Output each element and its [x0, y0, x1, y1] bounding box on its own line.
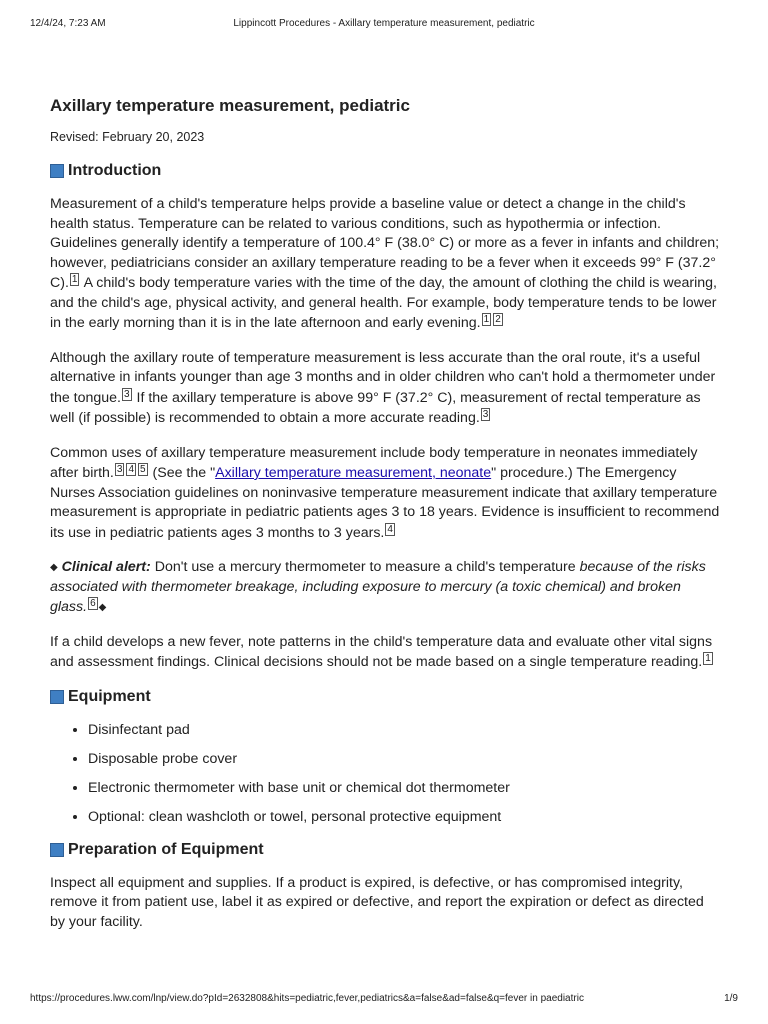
- section-heading-label: Preparation of Equipment: [68, 840, 264, 858]
- page-title: Axillary temperature measurement, pediatric: [50, 96, 410, 115]
- reference-link[interactable]: 3: [482, 409, 489, 420]
- print-footer: [30, 993, 738, 1007]
- section-heading-label: Equipment: [68, 687, 151, 705]
- print-header: [30, 18, 738, 32]
- section-heading-introduction[interactable]: [50, 162, 720, 180]
- clinical-alert: [50, 558, 720, 618]
- section-heading-label: Introduction: [68, 162, 162, 179]
- intro-paragraph-4: [50, 633, 720, 673]
- reference-link[interactable]: 1: [483, 314, 490, 325]
- intro-paragraph-2: [50, 349, 720, 429]
- alert-label: Clinical alert:: [61, 559, 151, 575]
- reference-link[interactable]: 4: [128, 464, 134, 475]
- reference-link[interactable]: 1: [71, 274, 78, 285]
- reference-link[interactable]: 6: [90, 598, 96, 609]
- reference-link[interactable]: 1: [705, 653, 711, 664]
- text: If a child develops a new fever, note patterns in the child's temperature data and evaluate other vital signs and assessment findings. Clinical decisions should not be made based on a single temperature reading.: [50, 633, 713, 670]
- list-item: • Optional: clean washcloth or towel, personal protective equipment: [88, 808, 720, 827]
- text: Measurement of a child's temperature helps provide a baseline value or detect a change in the child's health status. Temperature can be related to various conditions, such as hypothermia or infection. Guidelines generally identify a temperature of 100.4° F (38.0° C) or more as a fever in infants and children; however, pediatricians consider an axillary temperature reading to be a fever when it exceeds 99° F (37.2° C).: [50, 196, 720, 291]
- intro-paragraph-3: [50, 444, 720, 544]
- intro-paragraph-1: [50, 195, 720, 334]
- section-heading-preparation[interactable]: [50, 841, 720, 859]
- list-item: • Electronic thermometer with base unit or chemical dot thermometer: [88, 779, 720, 798]
- print-date: 12/4/24, 7:23 AM: [30, 18, 106, 29]
- section-collapse-icon[interactable]: [50, 164, 64, 178]
- revised-date: Revised: February 20, 2023: [50, 130, 205, 144]
- text: If the axillary temperature is above 99° F (37.2° C), measurement of rectal temperature as well (if possible) is recommended to obtain a more accurate reading.: [50, 389, 701, 426]
- section-collapse-icon[interactable]: [50, 843, 64, 857]
- text: Common uses of axillary temperature measurement include body temperature in neonates immediately after birth.: [50, 444, 698, 481]
- section-collapse-icon[interactable]: [50, 690, 64, 704]
- equipment-list: [50, 721, 720, 827]
- text: Don't use a mercury thermometer to measure a child's temperature: [150, 559, 580, 575]
- text: (See the ": [148, 465, 216, 481]
- neonate-procedure-link[interactable]: Axillary temperature measurement, neonate: [215, 465, 492, 481]
- diamond-icon: ◆: [98, 602, 107, 613]
- reference-link[interactable]: 2: [495, 314, 501, 325]
- reference-link[interactable]: 3: [116, 464, 123, 475]
- reference-link[interactable]: 4: [387, 523, 393, 535]
- reference-link[interactable]: 3: [124, 388, 130, 400]
- list-item: • Disposable probe cover: [88, 750, 720, 769]
- text: " procedure.) The Emergency Nurses Association guidelines on noninvasive temperature measurement indicate that axillary temperature measurement is appropriate in pediatric patients ages 3 to 18 years. Evidence is insufficient to recommend its use in pediatric patients ages 3 months to 3 years.: [50, 465, 720, 541]
- print-url: https://procedures.lww.com/lnp/view.do?pId=2632808&hits=pediatric,fever,pediatrics&a=false&ad=false&q=fever in paediatric: [30, 993, 584, 1004]
- text: because of the risks associated with thermometer breakage, including exposure to mercury (a toxic chemical) and broken glass.: [50, 559, 706, 615]
- text: A child's body temperature varies with the time of the day, the amount of clothing the child is wearing, and the child's age, physical activity, and general health. For example, body temperature tends to be lower in the early morning than it is in the late afternoon and early evening.: [50, 275, 717, 331]
- page-number: 1/9: [724, 993, 738, 1004]
- text: Although the axillary route of temperature measurement is less accurate than the oral route, it's a useful alternative in infants younger than age 3 months and in older children who can't hold a thermometer under the tongue.: [50, 349, 716, 406]
- list-item: • Disinfectant pad: [88, 721, 720, 740]
- section-heading-equipment[interactable]: [50, 688, 720, 706]
- print-title: Lippincott Procedures - Axillary temperature measurement, pediatric: [233, 18, 535, 29]
- preparation-paragraph-1: Inspect all equipment and supplies. If a product is expired, is defective, or has compromised integrity, remove it from patient use, label it as expired or defective, and report the expiration or defect as directed by your facility.: [50, 874, 704, 930]
- document-content: [50, 96, 720, 947]
- diamond-icon: ◆: [50, 562, 58, 573]
- reference-link[interactable]: 5: [140, 464, 146, 475]
